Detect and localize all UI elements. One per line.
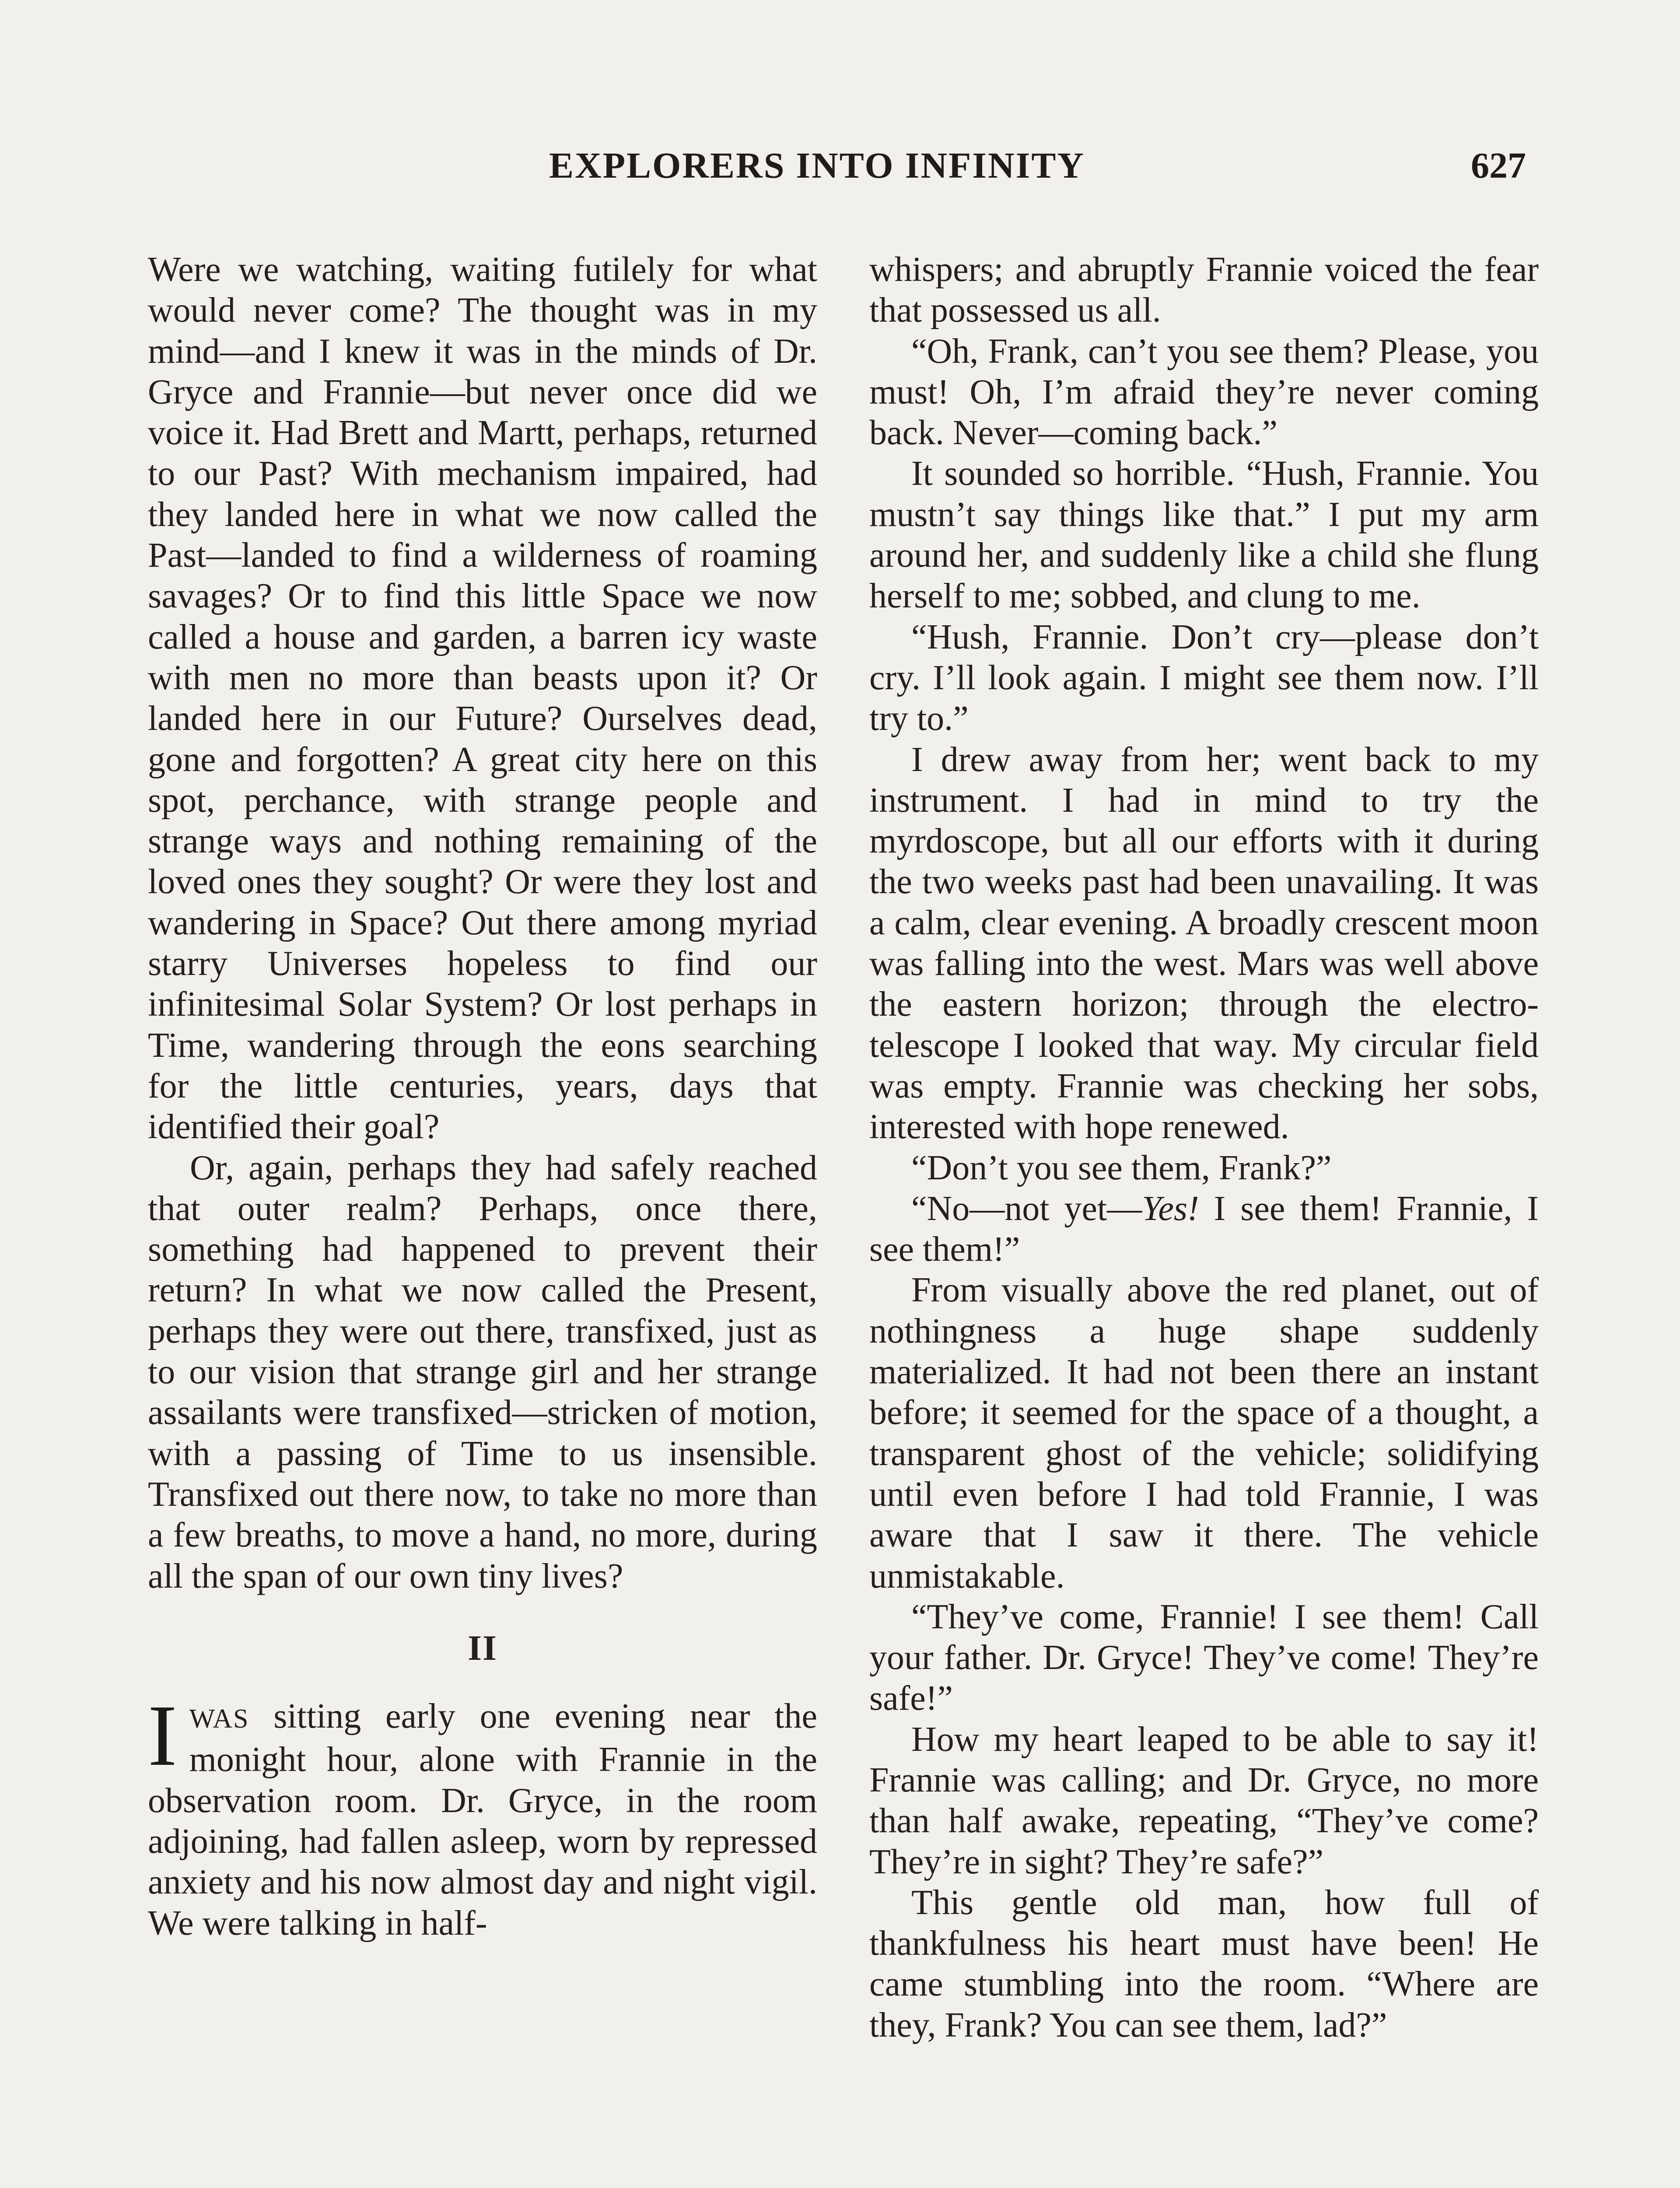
drop-cap: I [148, 1687, 177, 1785]
running-head-title: EXPLORERS INTO INFINITY [549, 145, 1085, 186]
paragraph-text: “No—not yet— [911, 1189, 1142, 1228]
paragraph [869, 1189, 1539, 1270]
left-column [148, 249, 817, 1944]
paragraph-with-dropcap [148, 1687, 817, 1944]
paragraph: I drew away from her; went back to my instrument. I had in mind to try the myrdoscope, but all our efforts with it during the two weeks past had been unavailing. It was a calm, clear evening. A broadly crescent moon was falling into the west. Mars was well above the eastern horizon; through the electro-telescope I looked that way. My circular field was empty. Frannie was checking her sobs, interested with hope renewed. [869, 740, 1539, 1147]
paragraph: It sounded so horrible. “Hush, Frannie. You mustn’t say things like that.” I put my arm around her, and suddenly like a child she flung herself to me; sobbed, and clung to me. [869, 454, 1539, 616]
paragraph: Were we watching, waiting futilely for what would never come? The thought was in my mind—and I knew it was in the minds of Dr. Gryce and Frannie—but never once did we voice it. Had Brett and Martt, perhaps, returned to our Past? With mechanism impaired, had they landed here in what we now called the Past—landed to find a wilderness of roaming savages? Or to find this little Space we now called a house and garden, a barren icy waste with men no more than beasts upon it? Or landed here in our Future? Ourselves dead, gone and forgotten? A great city here on this spot, perchance, with strange people and strange ways and nothing remaining of the loved ones they sought? Or were they lost and wandering in Space? Out there among myriad starry Universes hopeless to find our infinitesimal Solar System? Or lost perhaps in Time, wandering through the eons searching for the little centuries, years, days that identified their goal? [148, 250, 817, 1147]
right-column [869, 249, 1539, 2046]
paragraph: Or, again, perhaps they had safely reached that outer realm? Perhaps, once there, something had happened to prevent their return? In what we now called the Present, perhaps they were out there, transfixed, just as to our vision that strange girl and her strange assailants were transfixed—stricken of motion, with a passing of Time to us insensible. Transfixed out there now, to take no more than a few breaths, to move a hand, no more, during all the span of our own tiny lives? [148, 1148, 817, 1595]
paragraph-text: I see them! Frannie, I see them!” [869, 1189, 1539, 1269]
paragraph: whispers; and abruptly Frannie voiced the fear that possessed us all. [869, 250, 1539, 330]
paragraph: “Hush, Frannie. Don’t cry—please don’t cry. I’ll look again. I might see them now. I’ll try to.” [869, 617, 1539, 738]
small-caps-lead: WAS [189, 1704, 249, 1734]
page-number: 627 [1471, 145, 1526, 186]
paragraph: This gentle old man, how full of thankfulness his heart must have been! He came stumbling into the room. “Where are they, Frank? You can see them, lad?” [869, 1883, 1539, 2044]
italic-emphasis: Yes! [1142, 1189, 1199, 1228]
paragraph: “They’ve come, Frannie! I see them! Call your father. Dr. Gryce! They’ve come! They’re safe!” [869, 1597, 1539, 1718]
paragraph-text: sitting early one evening near the monight hour, alone with Frannie in the observation room. Dr. Gryce, in the room adjoining, had fallen asleep, worn by repressed anxiety and his now almost day and night vigil. We were talking in half- [148, 1697, 817, 1943]
section-heading: II [468, 1627, 497, 1668]
paragraph: “Don’t you see them, Frank?” [911, 1148, 1332, 1187]
paragraph: From visually above the red planet, out of nothingness a huge shape suddenly materialized. It had not been there an instant before; it seemed for the space of a thought, a transparent ghost of the vehicle; solidifying until even before I had told Frannie, I was aware that I saw it there. The vehicle unmistakable. [869, 1271, 1539, 1595]
paragraph: How my heart leaped to be able to say it! Frannie was calling; and Dr. Gryce, no more than half awake, repeating, “They’ve come? They’re in sight? They’re safe?” [869, 1720, 1539, 1881]
paragraph: “Oh, Frank, can’t you see them? Please, you must! Oh, I’m afraid they’re never coming back. Never—coming back.” [869, 332, 1539, 452]
